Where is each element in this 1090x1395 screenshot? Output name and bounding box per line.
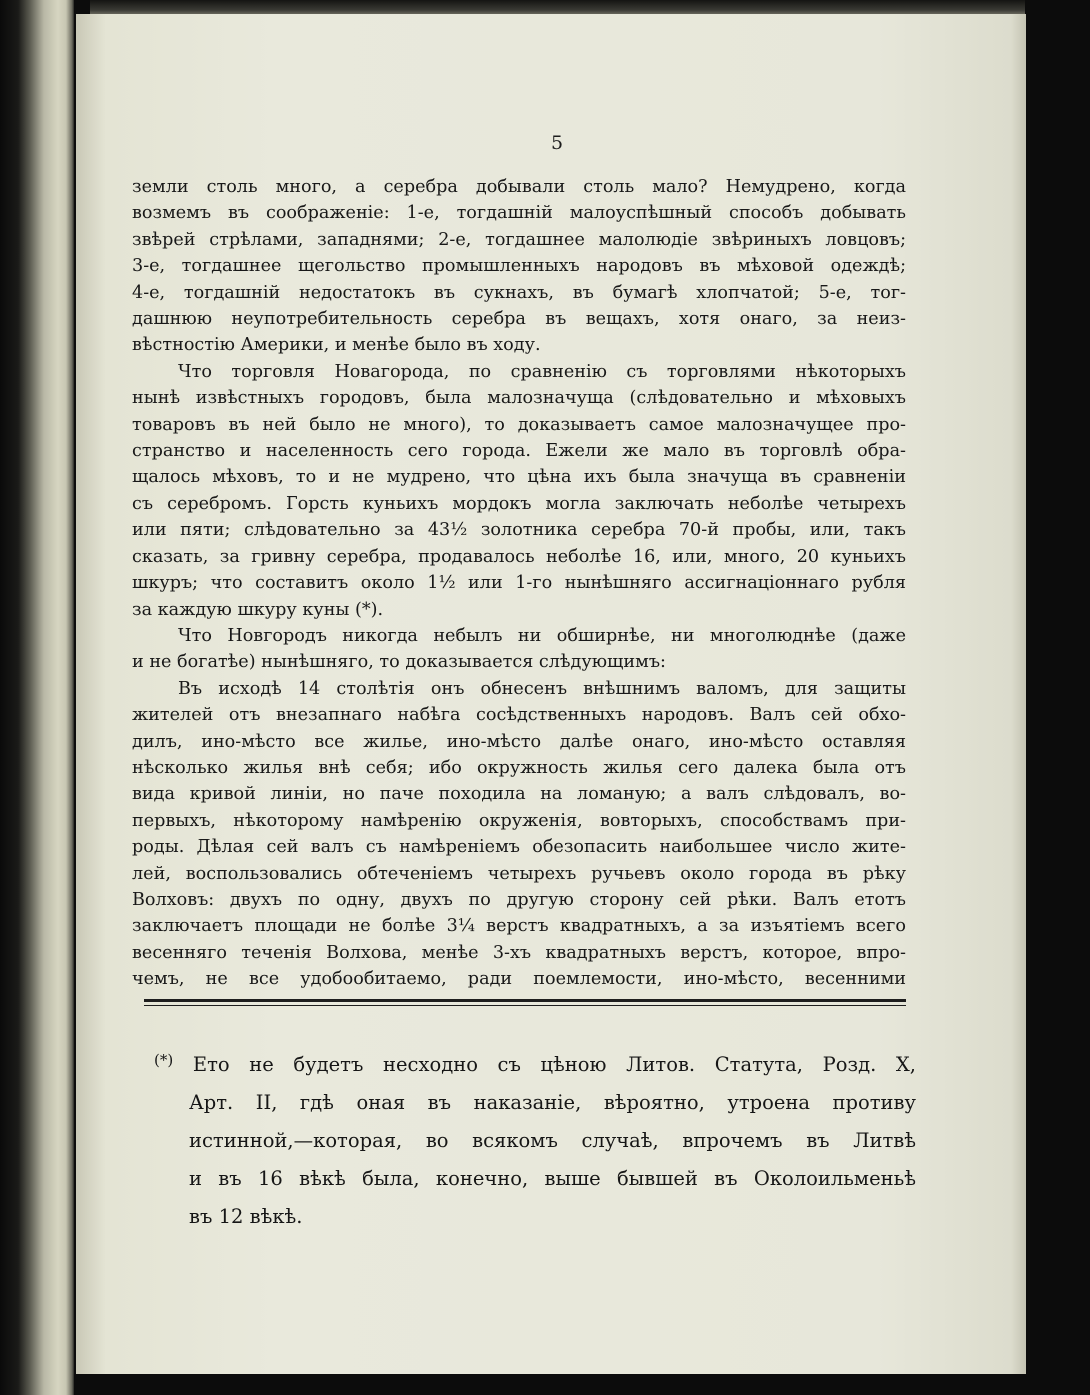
footnote-marker: (*) <box>154 1051 174 1069</box>
footnote-line <box>154 1041 916 1084</box>
page-number: 5 <box>550 132 564 154</box>
text-line: съ серебромъ. Горсть куньихъ мордокъ могла заключать неболѣе четырехъ <box>132 493 906 514</box>
footnote-line: и въ 16 вѣкѣ была, конечно, выше бывшей въ Околоильменьѣ <box>189 1167 916 1190</box>
text-line: Волховъ: двухъ по одну, двухъ по другую сторону сей рѣки. Валъ етотъ <box>132 889 906 910</box>
text-line: дилъ, ино-мѣсто все жилье, ино-мѣсто далѣе онаго, ино-мѣсто оставляя <box>132 731 906 752</box>
text-line: возмемъ въ соображеніе: 1-е, тогдашній малоуспѣшный способъ добывать <box>132 203 906 224</box>
text-line: нынѣ извѣстныхъ городовъ, была малозначуща (слѣдовательно и мѣховыхъ <box>132 388 906 409</box>
footnote-line: въ 12 вѣкѣ. <box>189 1205 303 1228</box>
book-page <box>76 14 1026 1374</box>
book-spine-edge <box>0 0 74 1395</box>
text-line: лей, воспользовались обтеченіемъ четырехъ ручьевъ около города въ рѣку <box>132 863 906 884</box>
text-line: роды. Дѣлая сей валъ съ намѣреніемъ обезопасить наибольшее число жите- <box>132 837 906 858</box>
text-line: шкуръ; что составитъ около 1½ или 1-го нынѣшняго ассигнаціоннаго рубля <box>132 573 906 594</box>
text-line: товаровъ въ ней было не много), то доказываетъ самое малозначущее про- <box>132 414 906 435</box>
text-line: весенняго теченія Волхова, менѣе 3-хъ квадратныхъ верстъ, которое, впро- <box>132 942 906 963</box>
text-line: первыхъ, нѣкоторому намѣренію окруженія, вовторыхъ, способствамъ при- <box>132 810 906 831</box>
text-line: 4-е, тогдашній недостатокъ въ сукнахъ, въ бумагѣ хлопчатой; 5-е, тог- <box>132 282 906 303</box>
footnote <box>154 1041 916 1236</box>
footnote-line: Арт. II, гдѣ оная въ наказаніе, вѣроятно, утроена противу <box>189 1091 916 1114</box>
footnote-line: истинной,—которая, во всякомъ случаѣ, впрочемъ въ Литвѣ <box>189 1129 916 1152</box>
text-line: и не богатѣе) нынѣшняго, то доказывается слѣдующимъ: <box>132 652 666 673</box>
text-line: щалось мѣховъ, то и не мудрено, что цѣна ихъ была значуща въ сравненіи <box>132 467 906 488</box>
text-line: вѣстностію Америки, и менѣе было въ ходу. <box>132 335 541 356</box>
text-line: звѣрей стрѣлами, западнями; 2-е, тогдашнее малолюдіе звѣриныхъ ловцовъ; <box>132 229 906 250</box>
footnote-divider <box>144 999 906 1006</box>
text-line: Въ исходѣ 14 столѣтія онъ обнесенъ внѣшнимъ валомъ, для защиты <box>178 678 906 699</box>
text-line: 3-е, тогдашнее щегольство промышленныхъ народовъ въ мѣховой одеждѣ; <box>132 256 906 277</box>
text-line: сказать, за гривну серебра, продавалось неболѣе 16, или, много, 20 куньихъ <box>132 546 906 567</box>
text-line: чемъ, не все удобообитаемо, ради поемлемости, ино-мѣсто, весенними <box>132 969 906 990</box>
main-text <box>132 174 906 993</box>
footnote-line-text: Ето не будетъ несходно съ цѣною Литов. Статута, Розд. X, <box>192 1053 916 1076</box>
text-line: Что Новгородъ никогда небылъ ни обширнѣе, ни многолюднѣе (даже <box>178 625 906 646</box>
text-line: вида кривой линіи, но паче походила на ломаную; а валъ слѣдовалъ, во- <box>132 784 906 805</box>
text-line: нѣсколько жилья внѣ себя; ибо окружность жилья сего далека была отъ <box>132 757 906 778</box>
text-line: заключаетъ площади не болѣе 3¼ верстъ квадратныхъ, а за изъятіемъ всего <box>132 916 906 937</box>
text-line: Что торговля Новагорода, по сравненію съ торговлями нѣкоторыхъ <box>178 361 906 382</box>
text-line: земли столь много, а серебра добывали столь мало? Немудрено, когда <box>132 177 906 197</box>
text-line: жителей отъ внезапнаго набѣга сосѣдственныхъ народовъ. Валъ сей обхо- <box>132 705 906 726</box>
text-line: или пяти; слѣдовательно за 43½ золотника серебра 70-й пробы, или, такъ <box>132 520 906 541</box>
text-line: странство и населенность сего города. Ежели же мало въ торговлѣ обра- <box>132 441 906 462</box>
text-line: за каждую шкуру куны (*). <box>132 599 384 620</box>
text-line: дашнюю неупотребительность серебра въ вещахъ, хотя онаго, за неиз- <box>132 309 906 330</box>
